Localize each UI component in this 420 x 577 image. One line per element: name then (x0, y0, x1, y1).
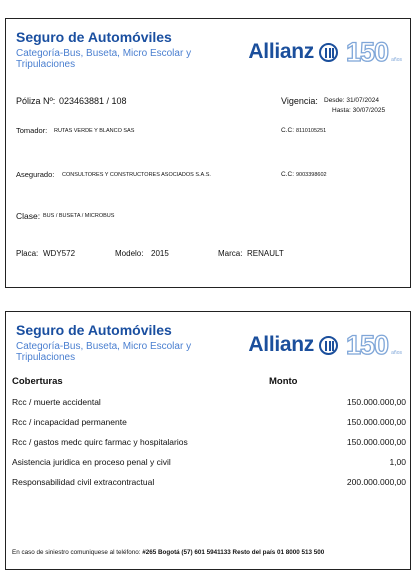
anniversary-mark (346, 37, 402, 67)
allianz-logo (248, 330, 402, 360)
coverage-amount: 150.000.000,00 (346, 417, 406, 427)
allianz-logo (248, 37, 402, 67)
coberturas-header: Coberturas (12, 376, 63, 387)
vigencia-hasta: Hasta: 30/07/2025 (332, 107, 386, 114)
coverage-row (12, 437, 406, 449)
anniversary-mark (346, 330, 402, 360)
coverage-row (12, 457, 406, 469)
monto-header: Monto (269, 376, 298, 387)
card-subtitle: Categoría-Bus, Buseta, Micro Escolar y Tripulaciones (16, 341, 192, 363)
vigencia-desde: Desde: 31/07/2024 (324, 97, 379, 104)
coverage-name: Rcc / incapacidad permanente (12, 417, 127, 427)
coverage-name: Rcc / muerte accidental (12, 397, 101, 407)
claims-contact-footer (12, 549, 400, 556)
coverage-name: Responsabilidad civil extracontractual (12, 477, 155, 487)
tomador-value: RUTAS VERDE Y BLANCO SAS (54, 128, 135, 134)
card-title: Seguro de Automóviles (16, 322, 172, 338)
coverage-row (12, 417, 406, 429)
anniversary-number: 150 (346, 330, 389, 360)
modelo-label: Modelo: (115, 249, 144, 258)
allianz-eagle-icon (319, 336, 338, 355)
clase-value: BUS / BUSETA / MICROBUS (43, 213, 115, 219)
tomador-label: Tomador: (16, 126, 48, 135)
coverage-amount: 1,00 (389, 457, 406, 467)
coverage-amount: 150.000.000,00 (346, 397, 406, 407)
coverage-row (12, 477, 406, 489)
anniversary-suffix: años (391, 57, 402, 63)
asegurado-cc-label: C.C: (281, 171, 294, 178)
placa-value: WDY572 (43, 249, 76, 258)
poliza-value: 023463881 / 108 (59, 96, 127, 106)
allianz-eagle-icon (319, 43, 338, 62)
poliza-label: Póliza Nº: (16, 96, 56, 106)
logo-wordmark: Allianz (248, 40, 314, 63)
tomador-cc-value: 8110105251 (296, 128, 327, 134)
tomador-cc-label: C.C: (281, 127, 294, 134)
asegurado-cc-value: 9003398602 (296, 172, 327, 178)
modelo-value: 2015 (151, 249, 169, 258)
anniversary-number: 150 (346, 37, 389, 67)
clase-label: Clase: (16, 211, 41, 221)
coverage-card (5, 311, 411, 570)
card-title: Seguro de Automóviles (16, 29, 172, 45)
coverage-name: Rcc / gastos medc quirc farmac y hospitalarios (12, 437, 188, 447)
placa-label: Placa: (16, 249, 39, 258)
marca-value: RENAULT (247, 249, 284, 258)
footer-text: En caso de siniestro comuniquese al teléfono: (12, 549, 141, 556)
coverage-amount: 200.000.000,00 (346, 477, 406, 487)
coverage-name: Asistencia juridica en proceso penal y civil (12, 457, 171, 467)
coverage-row (12, 397, 406, 409)
policy-card (5, 18, 411, 288)
vigencia-label: Vigencia: (281, 96, 318, 106)
anniversary-suffix: años (391, 350, 402, 356)
logo-wordmark: Allianz (248, 333, 314, 356)
card-subtitle: Categoría-Bus, Buseta, Micro Escolar y Tripulaciones (16, 48, 192, 70)
asegurado-label: Asegurado: (16, 170, 55, 179)
footer-phones: #265 Bogotá (57) 601 5941133 Resto del país 01 8000 513 500 (142, 549, 325, 556)
marca-label: Marca: (218, 249, 243, 258)
coverage-amount: 150.000.000,00 (346, 437, 406, 447)
asegurado-value: CONSULTORES Y CONSTRUCTORES ASOCIADOS S.A.S. (62, 172, 211, 178)
